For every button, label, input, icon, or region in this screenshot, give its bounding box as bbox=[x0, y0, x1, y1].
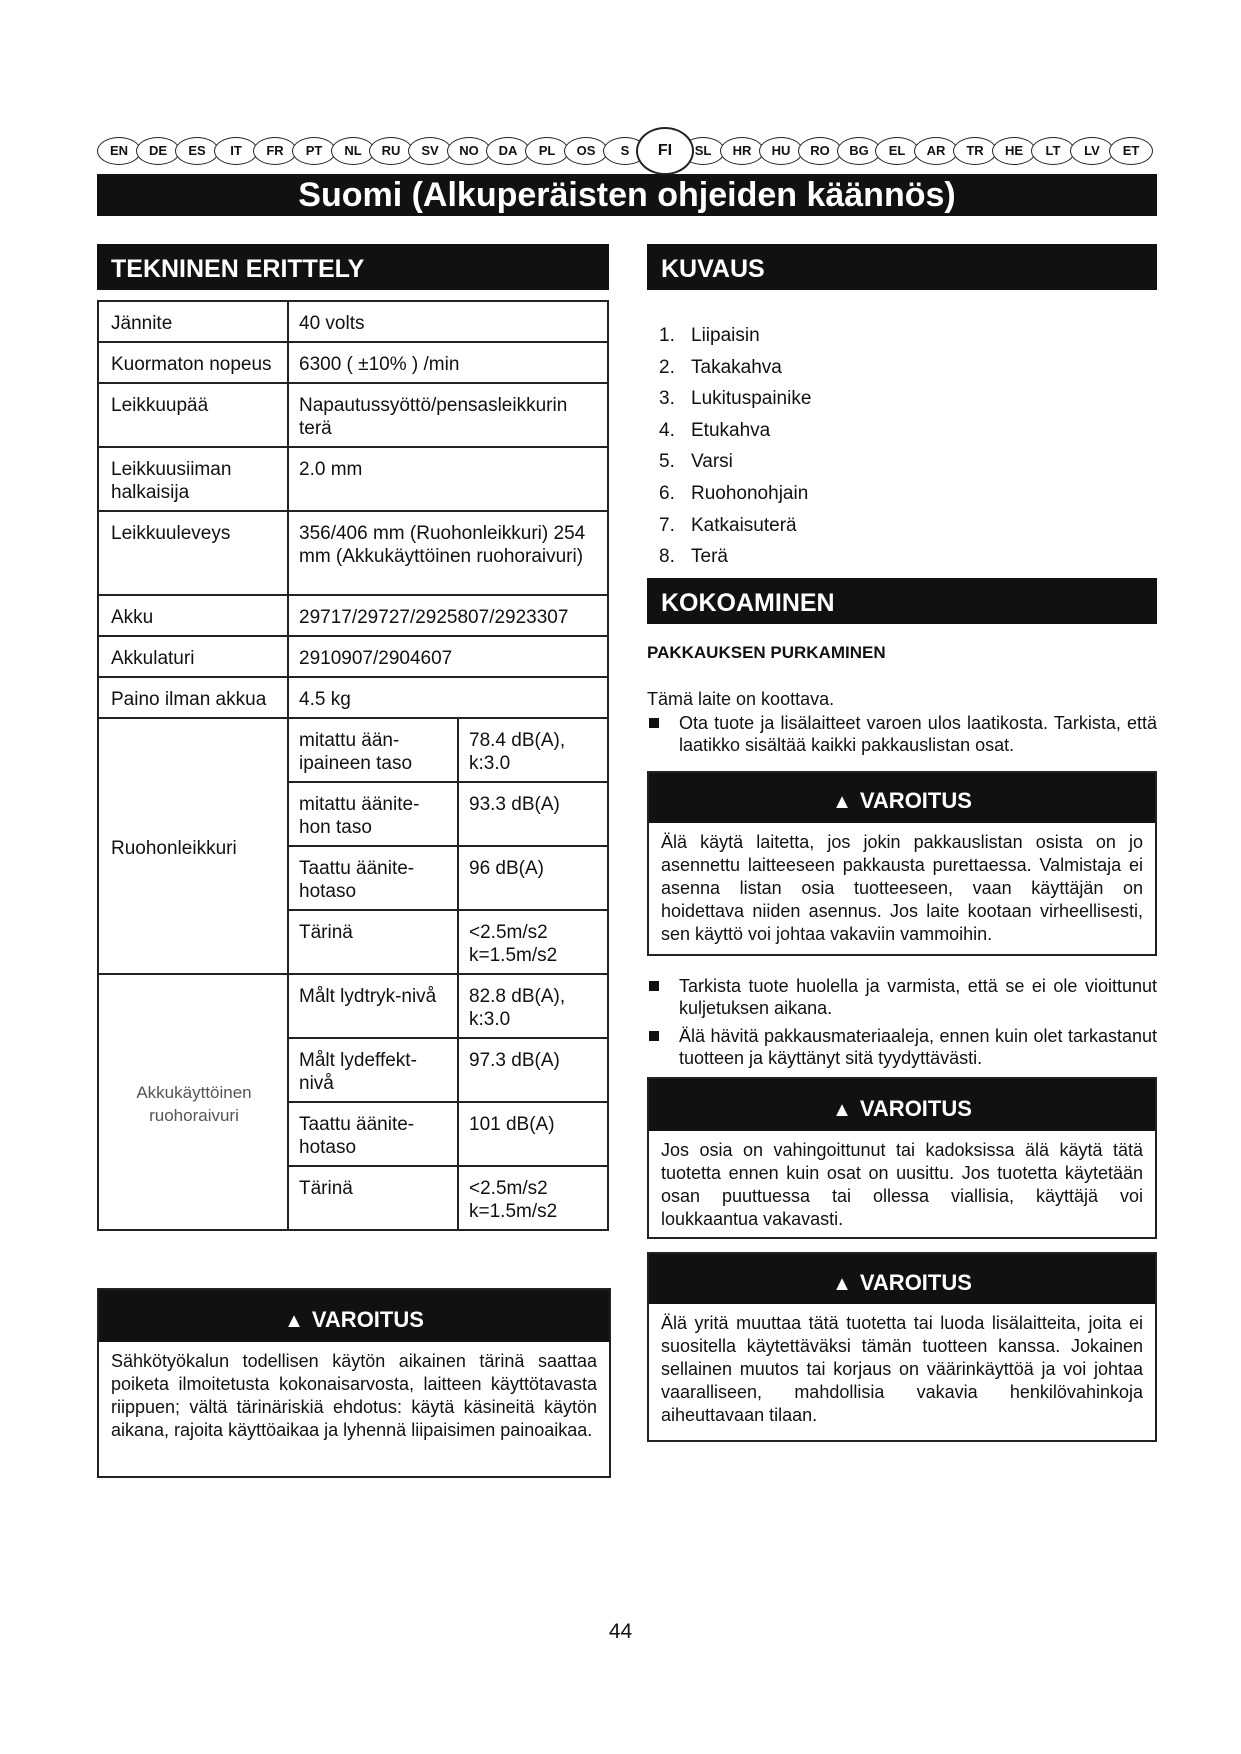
language-tab-sv: SV bbox=[408, 137, 452, 165]
language-tab-os: OS bbox=[564, 137, 608, 165]
spec-table bbox=[97, 300, 609, 1231]
group-sub-label: Taattu äänite-hotaso bbox=[288, 846, 458, 910]
group-value: 93.3 dB(A) bbox=[458, 782, 608, 846]
part-name: Lukituspainike bbox=[691, 388, 812, 410]
language-tab-sl: SL bbox=[681, 137, 725, 165]
language-tab-el: EL bbox=[875, 137, 919, 165]
warning-text: Älä yritä muuttaa tätä tuotetta tai luoda lisälaitteita, joita ei suositella käytettäväksi tämän tuotteen kanssa. Jokainen sellainen muutos tai korjaus on väärinkäyttöä ja voi johtaa vaaralliseen, mahdollisia vakavia henkilövahinkoja aiheuttavaan tilaan. bbox=[661, 1313, 1143, 1425]
spec-heading: TEKNINEN ERITTELY bbox=[97, 244, 609, 290]
list-item bbox=[647, 478, 1157, 510]
warning-header bbox=[649, 1254, 1155, 1304]
group-value: <2.5m/s2 k=1.5m/s2 bbox=[458, 910, 608, 974]
spec-value: 4.5 kg bbox=[288, 677, 608, 718]
language-tab-bg: BG bbox=[837, 137, 881, 165]
spec-label: Paino ilman akkua bbox=[98, 677, 288, 718]
language-tab-no: NO bbox=[447, 137, 491, 165]
spec-label: Akkulaturi bbox=[98, 636, 288, 677]
spec-value: 2910907/2904607 bbox=[288, 636, 608, 677]
list-number: 8. bbox=[659, 546, 675, 568]
language-tab-ru: RU bbox=[369, 137, 413, 165]
bullet-square-icon bbox=[649, 1031, 659, 1041]
list-item bbox=[647, 383, 1157, 415]
list-number: 7. bbox=[659, 514, 675, 536]
group-value: 78.4 dB(A), k:3.0 bbox=[458, 718, 608, 782]
spec-value: Napautussyöttö/pensasleikkurin terä bbox=[288, 383, 608, 447]
bullet-list-1 bbox=[647, 712, 1157, 762]
language-tab-es: ES bbox=[175, 137, 219, 165]
part-name: Terä bbox=[691, 546, 728, 568]
list-item bbox=[647, 541, 1157, 573]
language-tab-et: ET bbox=[1109, 137, 1153, 165]
bullet-text: Älä hävitä pakkausmateriaaleja, ennen kuin olet tarkastanut tuotteen ja käyttänyt sitä tyydyttävästi. bbox=[679, 1026, 1157, 1068]
list-number: 3. bbox=[659, 388, 675, 410]
language-tab-hr: HR bbox=[720, 137, 764, 165]
group-value: <2.5m/s2 k=1.5m/s2 bbox=[458, 1166, 608, 1230]
spec-value: 29717/29727/2925807/2923307 bbox=[288, 595, 608, 636]
part-name: Etukahva bbox=[691, 419, 771, 441]
warning-preassembled bbox=[647, 771, 1157, 956]
list-item bbox=[647, 510, 1157, 542]
warning-header bbox=[649, 773, 1155, 823]
group-sub-label: Tärinä bbox=[288, 1166, 458, 1230]
language-tab-en: EN bbox=[97, 137, 141, 165]
bullet-text: Tarkista tuote huolella ja varmista, että se ei ole vioittunut kuljetuksen aikana. bbox=[679, 976, 1157, 1018]
spec-label: Akku bbox=[98, 595, 288, 636]
warning-triangle-icon: ▲ bbox=[284, 1310, 304, 1332]
unpacking-subheading: PAKKAUKSEN PURKAMINEN bbox=[647, 643, 886, 662]
spec-label: Kuormaton nopeus bbox=[98, 342, 288, 383]
group-sub-label: Taattu äänite-hotaso bbox=[288, 1102, 458, 1166]
language-tab-s: S bbox=[603, 137, 647, 165]
warning-text: Sähkötyökalun todellisen käytön aikainen tärinä saattaa poiketa ilmoitetusta kokonaisarvosta, laitteen käyttötavasta riippuen; vältä tärinäriskiä ehdotus: käytä käsineitä käytön aikana, rajoita käyttöaikaa ja lyhennä liipaisimen painoaikaa. bbox=[111, 1351, 597, 1440]
page-title: Suomi (Alkuperäisten ohjeiden käännös) bbox=[97, 174, 1157, 216]
part-name: Katkaisuterä bbox=[691, 514, 797, 536]
group-value: 97.3 dB(A) bbox=[458, 1038, 608, 1102]
spec-value: 356/406 mm (Ruohonleikkuri) 254 mm (Akkukäyttöinen ruohoraivuri) bbox=[288, 511, 608, 595]
language-tab-fr: FR bbox=[253, 137, 297, 165]
kuvaus-heading: KUVAUS bbox=[647, 244, 1157, 290]
bullet-square-icon bbox=[649, 981, 659, 991]
page-number: 44 bbox=[608, 1620, 633, 1643]
list-item bbox=[647, 415, 1157, 447]
language-tab-lv: LV bbox=[1070, 137, 1114, 165]
language-tab-he: HE bbox=[992, 137, 1036, 165]
parts-list bbox=[647, 320, 1157, 573]
language-tab-pl: PL bbox=[525, 137, 569, 165]
spec-label: Leikkuusiiman halkaisija bbox=[98, 447, 288, 511]
bullet-square-icon bbox=[649, 718, 659, 728]
list-number: 4. bbox=[659, 419, 675, 441]
part-name: Takakahva bbox=[691, 356, 782, 378]
kokoaminen-heading: KOKOAMINEN bbox=[647, 578, 1157, 624]
warning-label: VAROITUS bbox=[311, 1307, 424, 1332]
warning-label: VAROITUS bbox=[859, 1096, 972, 1121]
language-tab-lt: LT bbox=[1031, 137, 1075, 165]
warning-header bbox=[99, 1290, 609, 1342]
language-tab-hu: HU bbox=[759, 137, 803, 165]
spec-label: Leikkuuleveys bbox=[98, 511, 288, 595]
warning-text: Jos osia on vahingoittunut tai kadoksissa älä käytä tätä tuotetta ennen kuin osat on uusittu. Jos tuotetta käytetään osan puuttuessa tai ollessa viallisia, käyttäjä voi loukkaantua vakavasti. bbox=[661, 1140, 1143, 1229]
list-number: 5. bbox=[659, 451, 675, 473]
part-name: Varsi bbox=[691, 451, 733, 473]
group-sub-label: mitattu ään-ipaineen taso bbox=[288, 718, 458, 782]
list-item bbox=[647, 320, 1157, 352]
list-item bbox=[647, 712, 1157, 756]
group-sub-label: Målt lydtryk-nivå bbox=[288, 974, 458, 1038]
warning-damaged-parts bbox=[647, 1077, 1157, 1239]
spec-value: 6300 ( ±10% ) /min bbox=[288, 342, 608, 383]
language-tab-ar: AR bbox=[914, 137, 958, 165]
group-sub-label: mitattu äänite-hon taso bbox=[288, 782, 458, 846]
intro-text: Tämä laite on koottava. bbox=[647, 689, 835, 709]
list-number: 1. bbox=[659, 325, 675, 346]
group-value: 82.8 dB(A), k:3.0 bbox=[458, 974, 608, 1038]
language-tab-da: DA bbox=[486, 137, 530, 165]
warning-triangle-icon: ▲ bbox=[832, 791, 852, 813]
part-name: Ruohonohjain bbox=[691, 482, 809, 504]
group-value: 101 dB(A) bbox=[458, 1102, 608, 1166]
list-number: 2. bbox=[659, 356, 675, 378]
spec-label: Jännite bbox=[98, 301, 288, 342]
warning-label: VAROITUS bbox=[859, 1270, 972, 1295]
spec-value: 2.0 mm bbox=[288, 447, 608, 511]
part-name: Liipaisin bbox=[691, 325, 760, 346]
bullet-list-2 bbox=[647, 975, 1157, 1075]
group-sub-label: Målt lydeffekt-nivå bbox=[288, 1038, 458, 1102]
language-tab-it: IT bbox=[214, 137, 258, 165]
warning-modifications bbox=[647, 1252, 1157, 1442]
list-item bbox=[647, 352, 1157, 384]
spec-label: Leikkuupää bbox=[98, 383, 288, 447]
language-tab-nl: NL bbox=[331, 137, 375, 165]
bullet-text: Ota tuote ja lisälaitteet varoen ulos laatikosta. Tarkista, että laatikko sisältää kaikki pakkauslistan osat. bbox=[679, 713, 1157, 755]
language-tab-ro: RO bbox=[798, 137, 842, 165]
warning-triangle-icon: ▲ bbox=[832, 1099, 852, 1121]
group-label-akkukayttoinen: Akkukäyttöinen ruohoraivuri bbox=[98, 974, 288, 1230]
list-item bbox=[647, 446, 1157, 478]
group-label-ruohonleikkuri: Ruohonleikkuri bbox=[98, 718, 288, 974]
language-tab-tr: TR bbox=[953, 137, 997, 165]
spec-value: 40 volts bbox=[288, 301, 608, 342]
warning-header bbox=[649, 1079, 1155, 1131]
list-item bbox=[647, 975, 1157, 1019]
language-tab-pt: PT bbox=[292, 137, 336, 165]
group-value: 96 dB(A) bbox=[458, 846, 608, 910]
language-tab-de: DE bbox=[136, 137, 180, 165]
list-item bbox=[647, 1025, 1157, 1069]
warning-triangle-icon: ▲ bbox=[832, 1273, 852, 1295]
language-tab-fi: FI bbox=[636, 127, 694, 175]
warning-text: Älä käytä laitetta, jos jokin pakkauslistan osista on jo asennettu laitteeseen pakkausta purettaessa. Valmistaja ei asenna listan osia tuotteeseen, vaan käyttäjän on hoidettava niiden asennus. Jos laite kootaan virheellisesti, sen käyttö voi johtaa vakaviin vammoihin. bbox=[661, 832, 1143, 944]
group-sub-label: Tärinä bbox=[288, 910, 458, 974]
list-number: 6. bbox=[659, 482, 675, 504]
warning-label: VAROITUS bbox=[859, 788, 972, 813]
language-bar bbox=[97, 127, 1157, 171]
warning-vibration bbox=[97, 1288, 611, 1478]
